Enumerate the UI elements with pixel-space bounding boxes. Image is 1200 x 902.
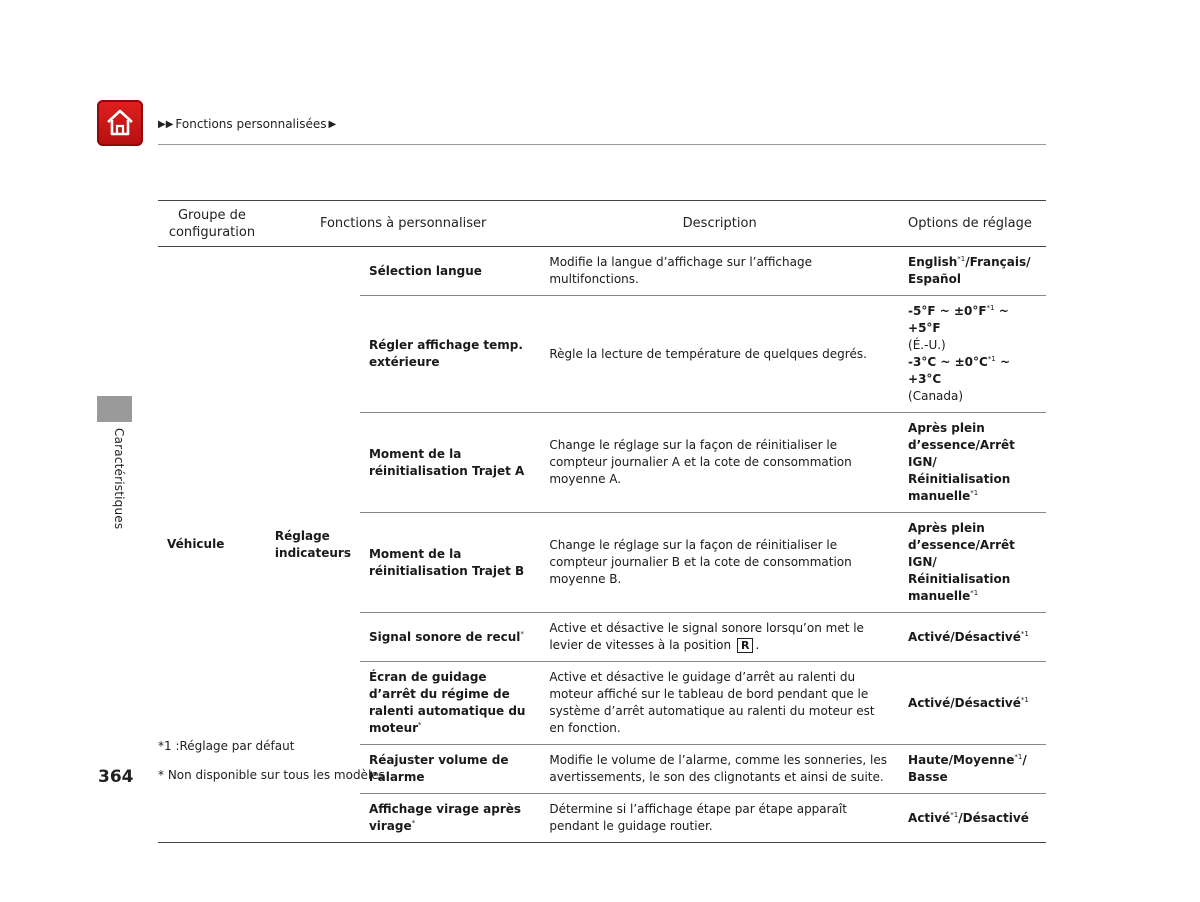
page-number: 364: [98, 767, 134, 787]
footnote-marker: *1: [950, 810, 959, 819]
breadcrumb[interactable]: [158, 117, 336, 131]
footnote-marker: *: [418, 721, 422, 729]
options-cell: [899, 247, 1046, 296]
footnote-marker: *1: [1014, 753, 1023, 761]
header-description: Description: [540, 201, 899, 247]
header-functions: Fonctions à personnaliser: [266, 201, 540, 247]
header-options: Options de réglage: [899, 201, 1046, 247]
group-cell: Véhicule: [158, 247, 266, 843]
option-text: Activé/Désactivé: [908, 695, 1021, 710]
option-text: -5°F ~ ±0°F: [908, 304, 987, 318]
function-label: Affichage virage après virage: [368, 802, 522, 833]
options-cell: [899, 513, 1046, 613]
options-cell: [899, 613, 1046, 662]
function-cell: Moment de la réinitialisation Trajet A: [360, 413, 540, 513]
home-icon: [105, 107, 135, 139]
description-cell: Change le réglage sur la façon de réinitialiser le compteur journalier A et la cote de consommation moyenne A.: [540, 413, 899, 513]
description-cell: Détermine si l’affichage étape par étape apparaît pendant le guidage routier.: [540, 794, 899, 843]
option-text: /Français/ Español: [908, 255, 1031, 286]
options-cell: [899, 662, 1046, 745]
option-text: English: [908, 255, 958, 269]
function-label: Signal sonore de recul: [368, 629, 521, 644]
breadcrumb-arrow-icon: ▶: [328, 118, 337, 130]
footnote-marker: *1: [987, 355, 996, 363]
description-cell: Modifie la langue d’affichage sur l’affichage multifonctions.: [540, 247, 899, 296]
options-cell: [899, 794, 1046, 843]
footnote-marker: *1: [970, 589, 979, 597]
option-text: ~ +5°F: [908, 304, 1009, 335]
region-label: (É.-U.): [908, 338, 946, 352]
function-cell: [360, 613, 540, 662]
description-cell: Règle la lecture de température de quelques degrés.: [540, 296, 899, 413]
home-button[interactable]: [97, 100, 143, 146]
footnote-marker: *1: [970, 489, 979, 497]
section-tab[interactable]: [97, 396, 132, 422]
description-cell: Active et désactive le guidage d’arrêt au ralenti du moteur affiché sur le tableau de bord pendant que le système d’arrêt automatique au ralenti du moteur est en fonction.: [540, 662, 899, 745]
description-cell: Modifie le volume de l’alarme, comme les sonneries, les avertissements, le son des clignotants et ainsi de suite.: [540, 745, 899, 794]
options-cell: [899, 745, 1046, 794]
description-cell: [540, 613, 899, 662]
footnote-marker: *: [520, 629, 524, 638]
function-cell: [360, 662, 540, 745]
region-label: (Canada): [908, 389, 964, 403]
breadcrumb-arrow-icon: ▶▶: [158, 118, 174, 130]
function-cell: Moment de la réinitialisation Trajet B: [360, 513, 540, 613]
footnote-availability: * Non disponible sur tous les modèles: [158, 768, 385, 782]
option-text: -3°C ~ ±0°C: [908, 355, 988, 369]
option-text: Après plein d’essence/Arrêt IGN/ Réinitialisation manuelle: [908, 421, 1015, 503]
option-text: Haute/Moyenne: [908, 753, 1015, 767]
function-cell: [360, 794, 540, 843]
option-text: Activé/Désactivé: [908, 629, 1021, 644]
option-text: /Désactivé: [958, 810, 1029, 825]
function-cell: Sélection langue: [360, 247, 540, 296]
table-header-row: [158, 201, 1046, 247]
subgroup-cell: Réglage indicateurs: [266, 247, 360, 843]
footnote-marker: *1: [1020, 629, 1029, 638]
option-text: Après plein d’essence/Arrêt IGN/ Réinitialisation manuelle: [908, 521, 1015, 603]
description-text: Active et désactive le signal sonore lorsqu’on met le levier de vitesses à la position: [549, 621, 864, 652]
footnote-marker: *1: [957, 255, 966, 263]
option-text: / Basse: [908, 753, 1027, 784]
section-tab-label: Caractéristiques: [112, 428, 126, 530]
header-divider: [158, 144, 1046, 145]
footnote-marker: *: [411, 819, 416, 827]
option-text: ~ +3°C: [908, 355, 1010, 386]
description-text: .: [755, 638, 760, 652]
footnote-marker: *1: [1020, 695, 1029, 704]
options-cell: [899, 413, 1046, 513]
description-cell: Change le réglage sur la façon de réinitialiser le compteur journalier B et la cote de consommation moyenne B.: [540, 513, 899, 613]
footnote-marker: *1: [986, 304, 995, 312]
function-label: Écran de guidage d’arrêt du régime de ralenti automatique du moteur: [368, 670, 526, 735]
options-cell: [899, 296, 1046, 413]
option-text: Activé: [908, 810, 951, 825]
gear-r-icon: R: [737, 638, 753, 653]
function-cell: Réajuster volume de l’alarme: [360, 745, 540, 794]
footnote-default: *1 :Réglage par défaut: [158, 739, 295, 753]
table-row: [158, 247, 1046, 296]
breadcrumb-label[interactable]: Fonctions personnalisées: [175, 117, 327, 131]
function-cell: Régler affichage temp. extérieure: [360, 296, 540, 413]
header-group: Groupe de configuration: [158, 201, 266, 247]
